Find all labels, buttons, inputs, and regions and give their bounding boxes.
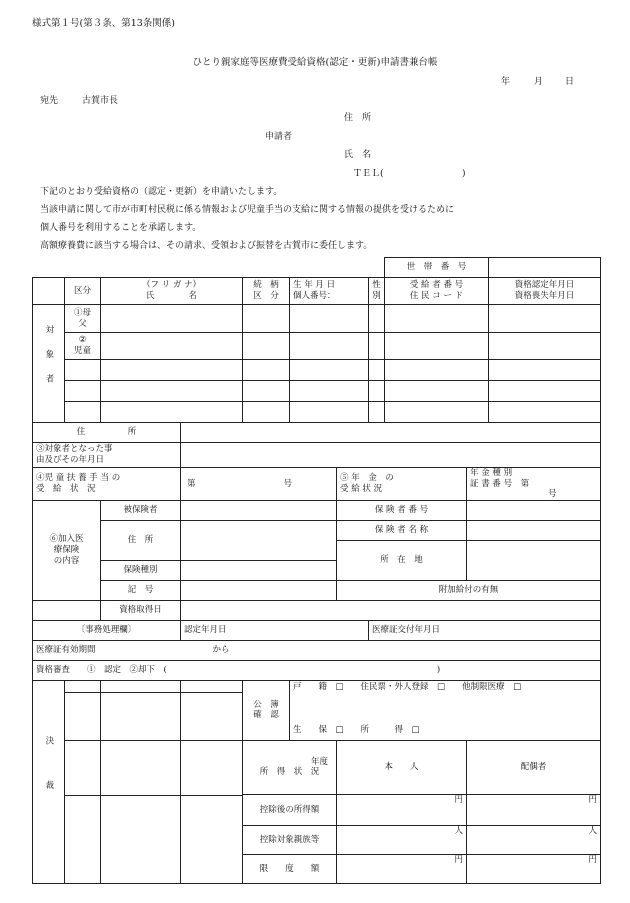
target-relation-cell[interactable] <box>243 360 290 381</box>
ins-date-value[interactable] <box>181 600 601 620</box>
acquire-header: 資格認定年月日 <box>514 280 575 291</box>
pension-cert-label: 証 書 番 号 第 <box>470 478 530 489</box>
child-allowance-line-2: 受 給 状 況 <box>36 483 96 494</box>
blank-mid <box>290 692 601 720</box>
target-sex-cell[interactable] <box>369 402 385 423</box>
target-relation-cell[interactable] <box>243 402 290 423</box>
ins-address-value[interactable] <box>181 520 337 560</box>
pension-line-1: ⑤ 年 金 の <box>340 473 394 484</box>
public-record-label <box>243 680 290 740</box>
row-blank <box>65 381 101 402</box>
limit-label: 限 度 額 <box>243 855 337 884</box>
target-birth-cell[interactable] <box>290 402 369 423</box>
stamp-cell[interactable] <box>101 692 181 740</box>
reason-label <box>33 443 181 468</box>
kara-label: から <box>212 645 230 656</box>
review-row[interactable] <box>33 660 601 680</box>
target-sex-cell[interactable] <box>369 381 385 402</box>
household-number-label: 世 帯 番 号 <box>385 258 489 278</box>
stamp-cell[interactable] <box>101 740 181 795</box>
ins-type-value[interactable] <box>181 560 337 580</box>
col-name <box>101 278 243 305</box>
corner-cell <box>33 278 65 305</box>
koseki-line: 戸 籍 □ 住民票・外人登録 □ 他制限医療 □ <box>290 680 601 692</box>
blank-top <box>33 258 385 278</box>
date-day-label: 日 <box>565 77 575 87</box>
spouse-limit[interactable]: 円 <box>467 855 601 884</box>
card-issue-date-label: 医療証交付年月日 <box>372 625 441 636</box>
pension-go-label: 号 <box>548 489 557 500</box>
child-allowance-label <box>33 468 181 501</box>
statement-1: 下記のとおり受給資格の（認定・更新）を申請いたします。 <box>40 187 283 197</box>
self-deduction[interactable]: 人 <box>337 826 467 855</box>
ins-symbol-label: 記 号 <box>101 580 181 600</box>
addressee-label: 宛先 <box>40 96 59 106</box>
target-name-cell[interactable] <box>101 402 243 423</box>
row-blank <box>65 360 101 381</box>
stamp-cell[interactable] <box>65 680 101 692</box>
address-label: 住 所 <box>33 423 181 443</box>
insurance-line-2: 療保険 <box>53 545 80 556</box>
target-qual-cell[interactable] <box>489 360 601 381</box>
insured-label: 被保険者 <box>101 500 181 520</box>
applicant-section-label: 申請者 <box>265 132 293 142</box>
form-number: 様式第１号(第３条、第13条関係) <box>32 18 176 29</box>
stamp-cell[interactable] <box>101 796 181 884</box>
mother-label: ①母 <box>73 307 91 318</box>
income-status-header <box>243 740 337 794</box>
insured-value[interactable] <box>181 500 337 520</box>
insurance-label <box>33 500 101 600</box>
child-num-label: ② <box>78 335 87 346</box>
lose-header: 資格喪失年月日 <box>514 291 575 301</box>
stamp-cell[interactable] <box>65 796 101 884</box>
target-qual-cell[interactable] <box>489 333 601 360</box>
name-header: 氏 名 <box>145 291 197 301</box>
reason-line-2: 由及びその年月日 <box>36 455 105 465</box>
target-recipient-cell[interactable] <box>385 402 489 423</box>
self-limit[interactable]: 円 <box>337 855 467 884</box>
address-value[interactable] <box>181 423 601 443</box>
spouse-header: 配偶者 <box>467 740 601 794</box>
col-sex: 性別 <box>369 278 385 305</box>
stamp-cell[interactable] <box>101 680 181 692</box>
stamp-cell[interactable] <box>181 796 243 884</box>
target-sex-cell[interactable] <box>369 333 385 360</box>
certified-date[interactable] <box>181 620 369 640</box>
target-relation-cell[interactable] <box>243 305 290 333</box>
seiho-line: 生 保 □ 所 得 □ <box>290 720 601 740</box>
insurer-no-value[interactable] <box>467 500 601 520</box>
target-name-cell[interactable] <box>101 381 243 402</box>
self-header: 本 人 <box>337 740 467 794</box>
target-name-cell[interactable] <box>101 333 243 360</box>
target-name-cell[interactable] <box>101 360 243 381</box>
pension-line-2: 受 給 状 況 <box>340 483 383 494</box>
review-label: 資格審査 ① 認定 ②却下 ( <box>36 665 167 676</box>
target-birth-cell[interactable] <box>290 360 369 381</box>
review-close: ) <box>436 665 441 676</box>
target-birth-cell[interactable] <box>290 381 369 402</box>
stamp-cell[interactable] <box>181 740 243 795</box>
reason-value[interactable] <box>181 443 601 468</box>
birth-header: 生 年 月 日 <box>293 280 336 291</box>
kojin-header: 個人番号： <box>293 291 336 301</box>
card-period[interactable] <box>33 640 601 660</box>
applicant-tel-label: ＴＥＬ( <box>353 169 384 179</box>
applicant-tel-close: ) <box>462 169 466 179</box>
public-line-2: 確 認 <box>253 710 279 721</box>
applicant-name-label: 氏 名 <box>344 150 372 160</box>
row-child <box>65 333 101 360</box>
supplement-label: 附加給付の有無 <box>337 580 601 600</box>
statement-4: 高額療養費に該当する場合は、その請求、受領および振替を古賀市に委任します。 <box>40 241 373 251</box>
target-label: 対象者 <box>33 305 65 423</box>
pension-type-label: 年 金 種 別 <box>470 468 513 478</box>
target-relation-cell[interactable] <box>243 381 290 402</box>
ins-address-label: 住 所 <box>101 520 181 560</box>
self-income[interactable]: 円 <box>337 795 467 826</box>
reason-line-1: ③対象者となった事 <box>36 444 113 455</box>
target-qual-cell[interactable] <box>489 402 601 423</box>
child-label: 児童 <box>73 346 91 356</box>
document-title: ひとり親家庭等医療費受給資格(認定・更新)申請書兼台帳 <box>192 57 438 68</box>
insurer-no-label: 保 険 者 番 号 <box>337 500 467 520</box>
stamp-cell[interactable] <box>181 692 243 740</box>
certified-date-label: 認定年月日 <box>184 625 227 636</box>
row-mother-father <box>65 305 101 333</box>
pension-value[interactable] <box>467 468 601 501</box>
application-register-table <box>32 257 601 884</box>
child-allowance-value[interactable] <box>181 468 337 501</box>
addressee: 古賀市長 <box>82 96 119 106</box>
income-status-label: 所 得 状 況 <box>259 767 320 778</box>
statement-2: 当該申請に関して市が市町村民税に係る情報および児童手当の支給に関する情報の提供を受けるために <box>40 205 455 215</box>
deduction-family-label: 控除対象親族等 <box>243 826 337 855</box>
target-sex-cell[interactable] <box>369 360 385 381</box>
income-after-label: 控除後の所得額 <box>243 795 337 826</box>
recipient-no-header: 受 給 者 番 号 <box>409 280 464 291</box>
fiscal-year-label: 年度 <box>310 756 328 767</box>
applicant-address-label: 住 所 <box>344 113 372 123</box>
father-label: 父 <box>78 318 87 329</box>
office-label: 〔事務処理欄〕 <box>33 620 181 640</box>
target-recipient-cell[interactable] <box>385 333 489 360</box>
col-relation <box>243 278 290 305</box>
date-year-label: 年 <box>501 77 511 87</box>
card-period-label: 医療証有効期間 <box>36 645 96 656</box>
target-name-cell[interactable] <box>101 305 243 333</box>
target-sex-cell[interactable] <box>369 305 385 333</box>
relation-header-1: 続 柄 <box>253 280 279 291</box>
ins-date-label: 資格取得日 <box>101 600 181 620</box>
target-recipient-cell[interactable] <box>385 305 489 333</box>
insurer-loc-value[interactable] <box>467 540 601 580</box>
spouse-deduction[interactable]: 人 <box>467 826 601 855</box>
target-relation-cell[interactable] <box>243 333 290 360</box>
insurer-name-value[interactable] <box>467 520 601 540</box>
target-recipient-cell[interactable] <box>385 381 489 402</box>
target-birth-cell[interactable] <box>290 305 369 333</box>
stamp-cell[interactable] <box>65 740 101 795</box>
target-qual-cell[interactable] <box>489 305 601 333</box>
col-recipient <box>385 278 489 305</box>
insurer-loc-label: 所 在 地 <box>337 540 467 580</box>
furigana-header: （フ リ ガ ナ） <box>141 280 202 291</box>
insurance-line-1: ⑥加入医 <box>49 534 84 545</box>
child-allowance-line-1: ④児 童 扶 養 手 当 の <box>36 473 121 484</box>
target-qual-cell[interactable] <box>489 381 601 402</box>
col-qualification <box>489 278 601 305</box>
ins-type-label: 保険種別 <box>101 560 181 580</box>
public-line-1: 公 簿 <box>253 699 279 710</box>
ins-symbol-value[interactable] <box>181 580 337 600</box>
insurer-name-label: 保 険 者 名 称 <box>337 520 467 540</box>
target-birth-cell[interactable] <box>290 333 369 360</box>
resident-code-header: 住 民 コ ー ド <box>409 291 464 301</box>
stamp-cell[interactable] <box>181 680 243 692</box>
relation-header-2: 区 分 <box>253 291 279 301</box>
target-recipient-cell[interactable] <box>385 360 489 381</box>
household-number-value[interactable] <box>489 258 601 278</box>
go-label: 号 <box>283 478 293 489</box>
row-blank <box>65 402 101 423</box>
col-kubun: 区分 <box>65 278 101 305</box>
date-month-label: 月 <box>534 77 544 87</box>
statement-3: 個人番号を利用することを承諾します。 <box>40 223 202 233</box>
stamp-cell[interactable] <box>65 692 101 740</box>
blank-left <box>33 600 101 620</box>
card-issue-date[interactable] <box>369 620 601 640</box>
col-birth <box>290 278 369 305</box>
pension-label <box>337 468 467 501</box>
decision-label: 決裁 <box>33 680 65 883</box>
spouse-income[interactable]: 円 <box>467 795 601 826</box>
dai-label: 第 <box>187 478 196 489</box>
insurance-line-3: の内容 <box>53 555 80 566</box>
